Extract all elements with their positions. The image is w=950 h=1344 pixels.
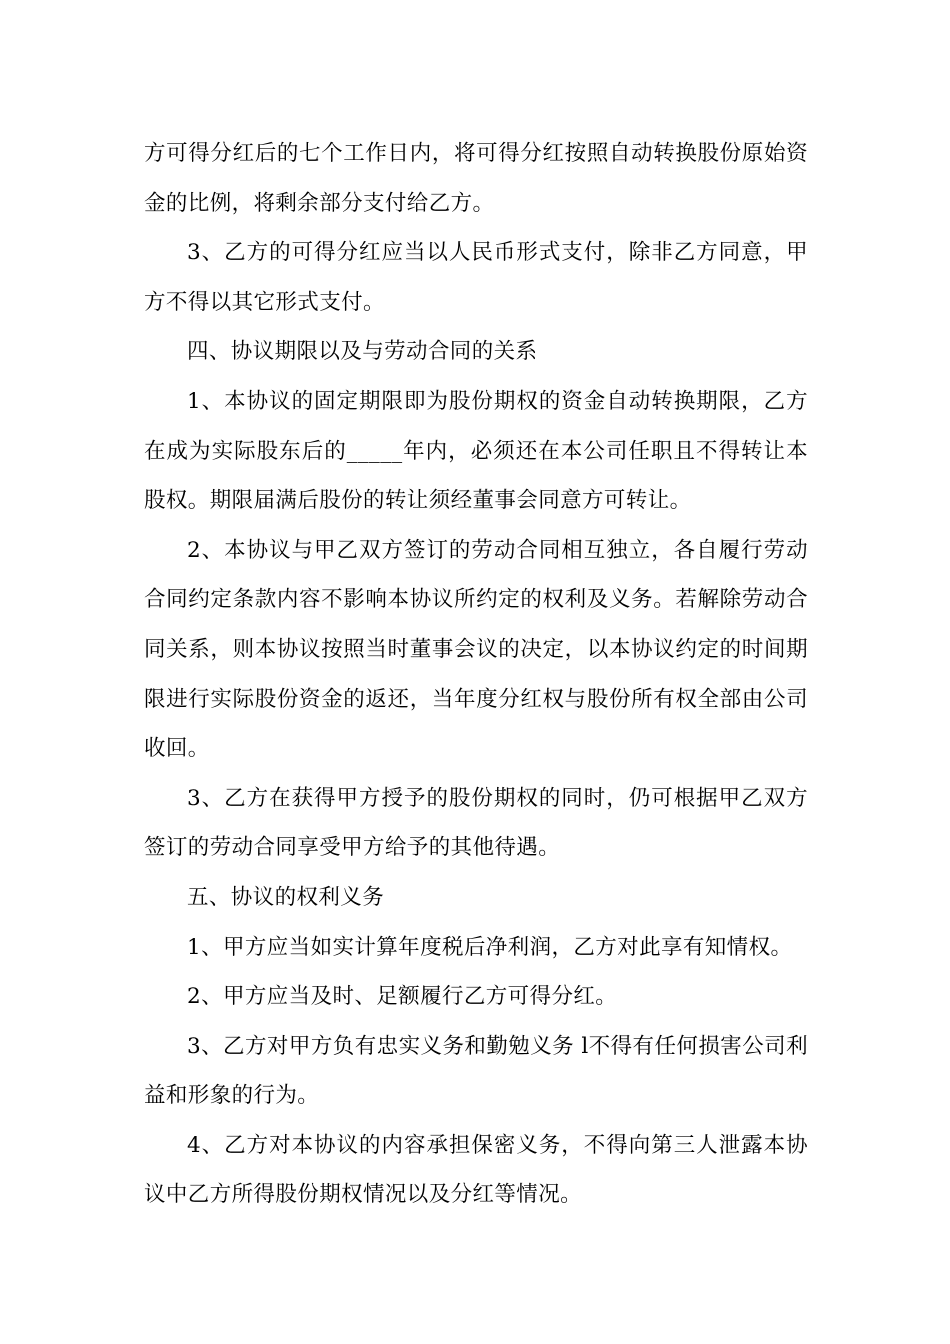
paragraph-clause-4-1-term: 1、本协议的固定期限即为股份期权的资金自动转换期限，乙方在成为实际股东后的_____年内，必须还在本公司任职且不得转让本股权。期限届满后股份的转让须经董事会同意方可转让。 (144, 388, 808, 514)
paragraph-clause-4-3-other-benefits: 3、乙方在获得甲方授予的股份期权的同时，仍可根据甲乙双方签订的劳动合同享受甲方给予的其他待遇。 (144, 785, 808, 861)
paragraph-clause-4-2-labor-contract: 2、本协议与甲乙双方签订的劳动合同相互独立，各自履行劳动合同约定条款内容不影响本协议所约定的权利及义务。若解除劳动合同关系，则本协议按照当时董事会议的决定，以本协议约定的时间期限进行实际股份资金的返还，当年度分红权与股份所有权全部由公司收回。 (144, 537, 808, 762)
paragraph-dividend-continuation: 方可得分红后的七个工作日内，将可得分红按照自动转换股份原始资金的比例，将剩余部分支付给乙方。 (144, 141, 808, 216)
paragraph-clause-5-3-loyalty: 3、乙方对甲方负有忠实义务和勤勉义务 l不得有任何损害公司利益和形象的行为。 (144, 1033, 808, 1109)
section-heading-5: 五、协议的权利义务 (187, 884, 385, 910)
document-body (144, 129, 808, 1220)
paragraph-clause-5-4-confidentiality: 4、乙方对本协议的内容承担保密义务，不得向第三人泄露本协议中乙方所得股份期权情况以及分红等情况。 (144, 1132, 808, 1208)
paragraph-clause-5-1-profit: 1、甲方应当如实计算年度税后净利润，乙方对此享有知情权。 (187, 934, 793, 960)
section-heading-4: 四、协议期限以及与劳动合同的关系 (187, 339, 538, 365)
paragraph-clause-3-rmb-payment: 3、乙方的可得分红应当以人民币形式支付，除非乙方同意，甲方不得以其它形式支付。 (144, 240, 808, 315)
paragraph-clause-5-2-dividend: 2、甲方应当及时、足额履行乙方可得分红。 (187, 984, 618, 1010)
